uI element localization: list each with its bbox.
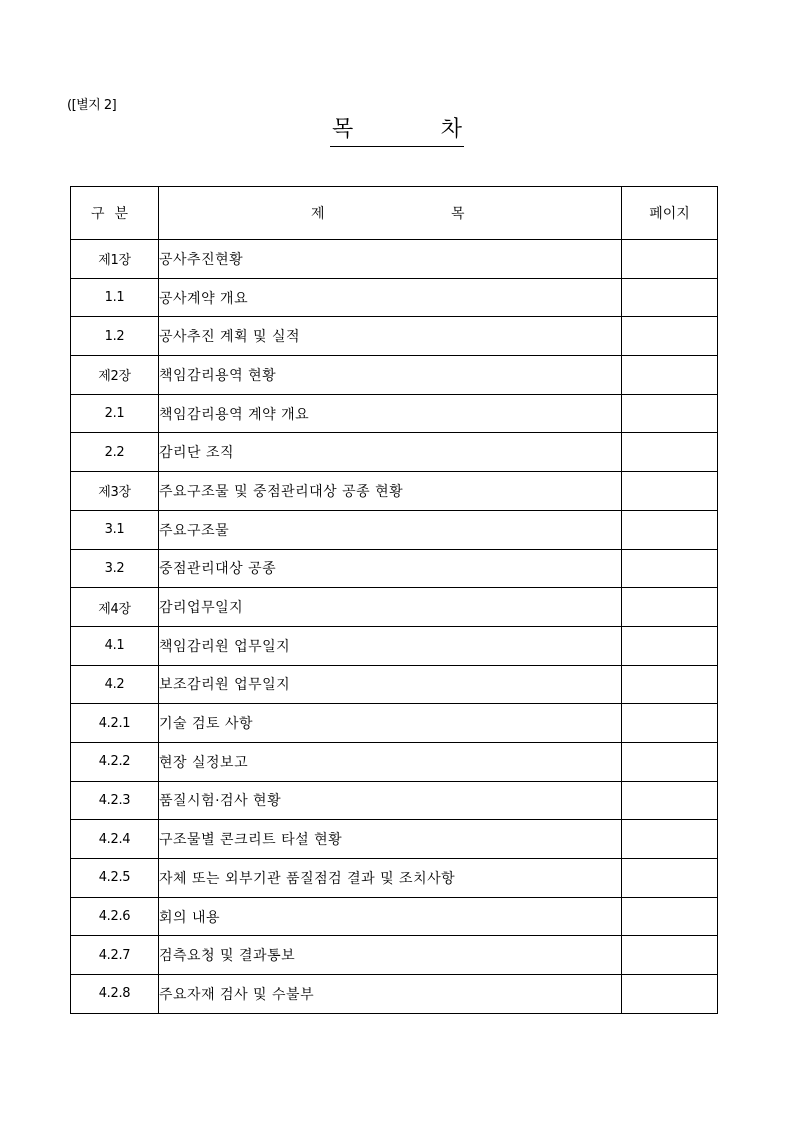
table-row bbox=[71, 742, 718, 781]
table-row bbox=[71, 317, 718, 356]
row-number: 3.2 bbox=[71, 549, 159, 588]
row-number: 1.1 bbox=[71, 278, 159, 317]
row-page bbox=[622, 317, 718, 356]
row-title: 회의 내용 bbox=[159, 897, 622, 936]
table-row bbox=[71, 626, 718, 665]
row-page bbox=[622, 820, 718, 859]
row-title: 현장 실정보고 bbox=[159, 742, 622, 781]
row-page bbox=[622, 859, 718, 898]
table-row bbox=[71, 356, 718, 395]
header-title-part-2: 목 bbox=[451, 206, 465, 222]
table-row bbox=[71, 820, 718, 859]
table-row bbox=[71, 278, 718, 317]
table-row bbox=[71, 433, 718, 472]
row-number: 제3장 bbox=[71, 472, 159, 511]
row-page bbox=[622, 240, 718, 279]
row-title: 구조물별 콘크리트 타설 현황 bbox=[159, 820, 622, 859]
row-number: 제4장 bbox=[71, 588, 159, 627]
table-row bbox=[71, 588, 718, 627]
row-title: 주요구조물 bbox=[159, 510, 622, 549]
row-number: 4.2.8 bbox=[71, 975, 159, 1014]
row-title: 중점관리대상 공종 bbox=[159, 549, 622, 588]
row-page bbox=[622, 626, 718, 665]
row-title: 책임감리용역 계약 개요 bbox=[159, 394, 622, 433]
title-part-2: 차 bbox=[440, 117, 462, 142]
table-row bbox=[71, 240, 718, 279]
annex-label: ([별지 2] bbox=[67, 98, 117, 113]
row-number: 제1장 bbox=[71, 240, 159, 279]
row-number: 제2장 bbox=[71, 356, 159, 395]
row-title: 공사추진 계획 및 실적 bbox=[159, 317, 622, 356]
row-number: 4.2 bbox=[71, 665, 159, 704]
row-page bbox=[622, 742, 718, 781]
header-page: 페이지 bbox=[622, 187, 718, 240]
table-of-contents bbox=[70, 186, 718, 1014]
row-number: 4.2.3 bbox=[71, 781, 159, 820]
header-title-part-1: 제 bbox=[311, 206, 325, 222]
row-number: 4.1 bbox=[71, 626, 159, 665]
row-page bbox=[622, 549, 718, 588]
table-row bbox=[71, 510, 718, 549]
row-number: 1.2 bbox=[71, 317, 159, 356]
table-row bbox=[71, 394, 718, 433]
table-row bbox=[71, 781, 718, 820]
row-page bbox=[622, 897, 718, 936]
row-title: 공사계약 개요 bbox=[159, 278, 622, 317]
header-title bbox=[159, 187, 622, 240]
table-row bbox=[71, 936, 718, 975]
table-row bbox=[71, 472, 718, 511]
row-number: 4.2.2 bbox=[71, 742, 159, 781]
row-number: 2.2 bbox=[71, 433, 159, 472]
table-row bbox=[71, 665, 718, 704]
header-row bbox=[71, 187, 718, 240]
row-title: 감리업무일지 bbox=[159, 588, 622, 627]
row-page bbox=[622, 472, 718, 511]
row-number: 4.2.7 bbox=[71, 936, 159, 975]
row-page bbox=[622, 665, 718, 704]
row-number: 4.2.4 bbox=[71, 820, 159, 859]
document-title bbox=[330, 116, 464, 147]
row-number: 4.2.1 bbox=[71, 704, 159, 743]
table-row bbox=[71, 975, 718, 1014]
row-title: 자체 또는 외부기관 품질점검 결과 및 조치사항 bbox=[159, 859, 622, 898]
header-division: 구분 bbox=[71, 187, 159, 240]
row-title: 보조감리원 업무일지 bbox=[159, 665, 622, 704]
table-row bbox=[71, 859, 718, 898]
table-row bbox=[71, 897, 718, 936]
row-number: 3.1 bbox=[71, 510, 159, 549]
row-page bbox=[622, 588, 718, 627]
row-page bbox=[622, 356, 718, 395]
row-title: 감리단 조직 bbox=[159, 433, 622, 472]
row-page bbox=[622, 975, 718, 1014]
row-page bbox=[622, 394, 718, 433]
row-title: 책임감리원 업무일지 bbox=[159, 626, 622, 665]
row-title: 품질시험·검사 현황 bbox=[159, 781, 622, 820]
row-title: 책임감리용역 현황 bbox=[159, 356, 622, 395]
toc-body bbox=[71, 240, 718, 1014]
row-page bbox=[622, 278, 718, 317]
row-title: 주요자재 검사 및 수불부 bbox=[159, 975, 622, 1014]
row-title: 주요구조물 및 중점관리대상 공종 현황 bbox=[159, 472, 622, 511]
table-row bbox=[71, 704, 718, 743]
row-page bbox=[622, 704, 718, 743]
row-title: 검측요청 및 결과통보 bbox=[159, 936, 622, 975]
row-page bbox=[622, 936, 718, 975]
row-page bbox=[622, 510, 718, 549]
title-part-1: 목 bbox=[332, 117, 354, 142]
table-row bbox=[71, 549, 718, 588]
row-page bbox=[622, 781, 718, 820]
row-title: 공사추진현황 bbox=[159, 240, 622, 279]
row-title: 기술 검토 사항 bbox=[159, 704, 622, 743]
row-number: 4.2.5 bbox=[71, 859, 159, 898]
row-page bbox=[622, 433, 718, 472]
row-number: 4.2.6 bbox=[71, 897, 159, 936]
row-number: 2.1 bbox=[71, 394, 159, 433]
